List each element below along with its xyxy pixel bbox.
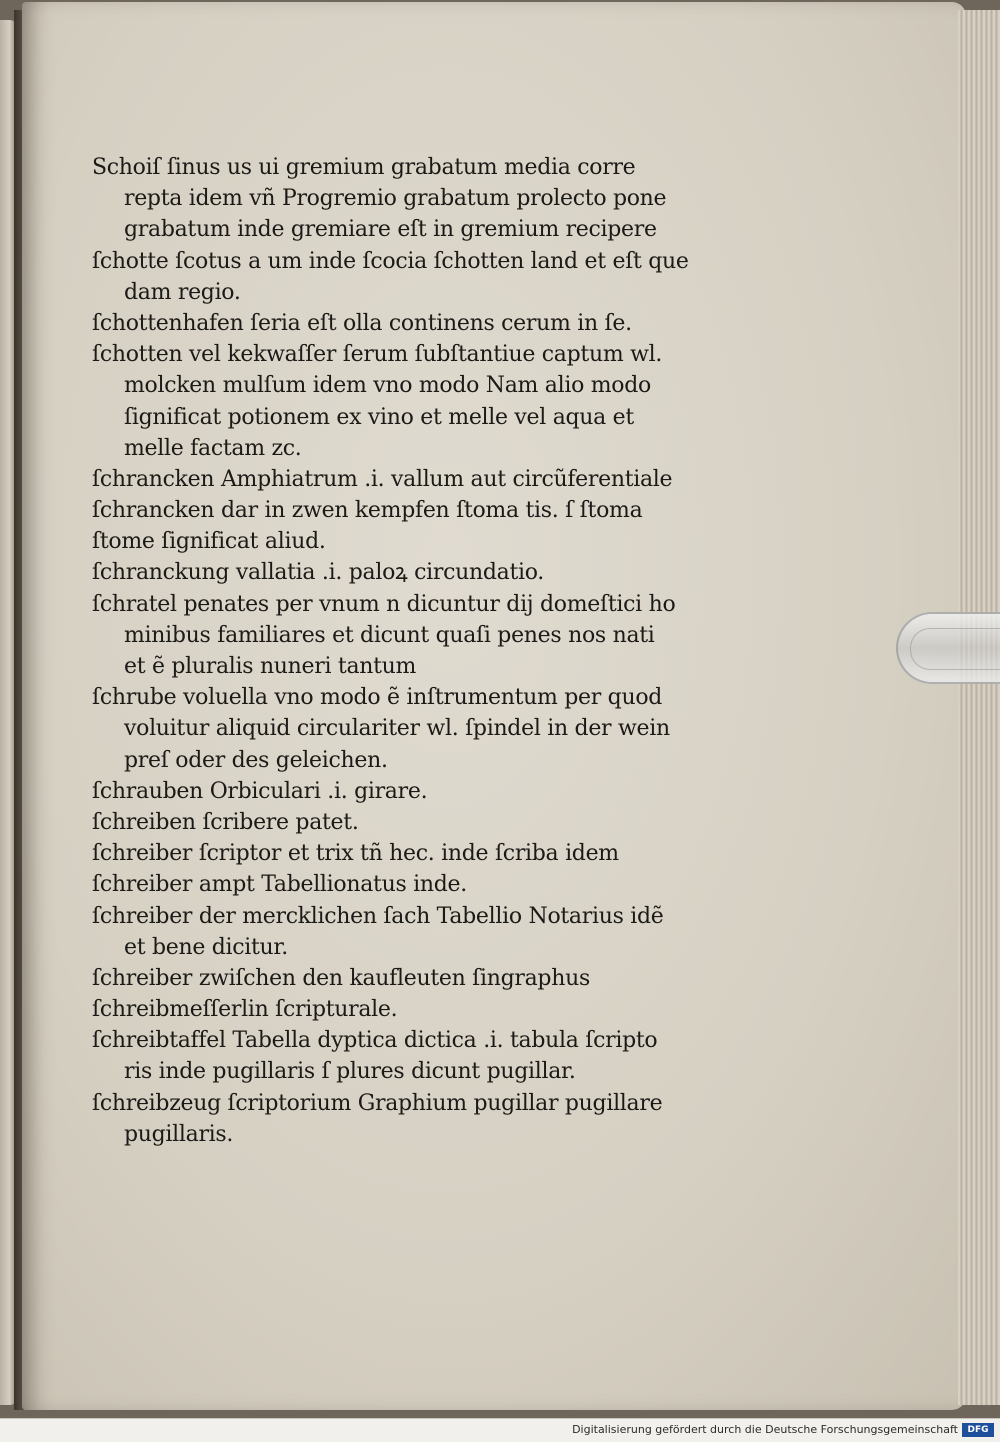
text-line: Schoiſ ſinus us ui gremium grabatum media corre <box>92 155 636 180</box>
text-line: repta idem vñ Progremio grabatum prolecto pone <box>124 186 667 212</box>
text-line: ſchreiber ampt Tabellionatus inde. <box>92 872 467 898</box>
text-line: ſchranckung vallatia .i. paloꝝ circundatio. <box>92 560 544 586</box>
text-line: ſchreiber ſcriptor et trix tñ hec. inde ſcriba idem <box>92 841 619 867</box>
text-line: ſchrube voluella vno modo ẽ inſtrumentum per quod <box>92 685 663 711</box>
text-line: ſchreibmeſſerlin ſcripturale. <box>92 997 398 1023</box>
text-line: ſchreibzeug ſcriptorium Graphium pugillar pugillare <box>92 1090 663 1116</box>
dfg-logo: DFG <box>962 1423 994 1437</box>
page-clip <box>896 612 1000 684</box>
text-line: et ẽ pluralis nuneri tantum <box>124 654 417 679</box>
page-clip-inner <box>910 628 1000 670</box>
page-stack-edge <box>958 10 1000 1405</box>
text-line: voluitur aliquid circulariter wl. ſpindel in der wein <box>124 716 670 742</box>
text-line: ſchreiben ſcribere patet. <box>92 809 359 835</box>
text-line: ris inde pugillaris ſ plures dicunt pugillar. <box>124 1059 576 1085</box>
text-line: minibus familiares et dicunt quaſi penes nos nati <box>124 622 655 648</box>
text-line: ſchreibtaffel Tabella dyptica dictica .i. tabula ſcripto <box>92 1028 658 1054</box>
text-line: ſchrauben Orbiculari .i. girare. <box>92 778 428 804</box>
text-line: ſchottenhafen ſeria eſt olla continens cerum in ſe. <box>92 310 632 336</box>
funding-credit: Digitalisierung gefördert durch die Deutsche Forschungsgemeinschaft <box>572 1423 958 1436</box>
text-line: grabatum inde gremiare eſt in gremium recipere <box>124 217 657 243</box>
dictionary-text <box>92 152 742 1150</box>
text-line: ſchotte ſcotus a um inde ſcocia ſchotten land et eſt que <box>92 248 689 274</box>
text-line: ſchreiber der mercklichen ſach Tabellio Notarius idẽ <box>92 903 664 929</box>
text-line: ſchotten vel kekwaſſer ſerum ſubſtantiue captum wl. <box>92 342 663 368</box>
text-line: molcken mulſum idem vno modo Nam alio modo <box>124 373 651 399</box>
text-line: ſchrancken dar in zwen kempfen ſtoma tis. ſ ſtoma <box>92 498 643 524</box>
text-line: ſchratel penates per vnum n dicuntur dij domeſtici ho <box>92 591 676 617</box>
text-line: ſignificat potionem ex vino et melle vel aqua et <box>124 404 634 430</box>
text-line: ſchrancken Amphiatrum .i. vallum aut circũferentiale <box>92 466 673 492</box>
text-line: dam regio. <box>124 279 241 305</box>
text-line: ſchreiber zwiſchen den kaufleuten ſingraphus <box>92 965 590 991</box>
text-line: preſ oder des geleichen. <box>124 747 388 773</box>
text-line: ſtome ſignificat aliud. <box>92 529 326 555</box>
text-line: et bene dicitur. <box>124 934 288 960</box>
text-line: melle factam zc. <box>124 435 302 461</box>
text-line: pugillaris. <box>124 1121 234 1147</box>
footer-bar <box>0 1418 1000 1442</box>
